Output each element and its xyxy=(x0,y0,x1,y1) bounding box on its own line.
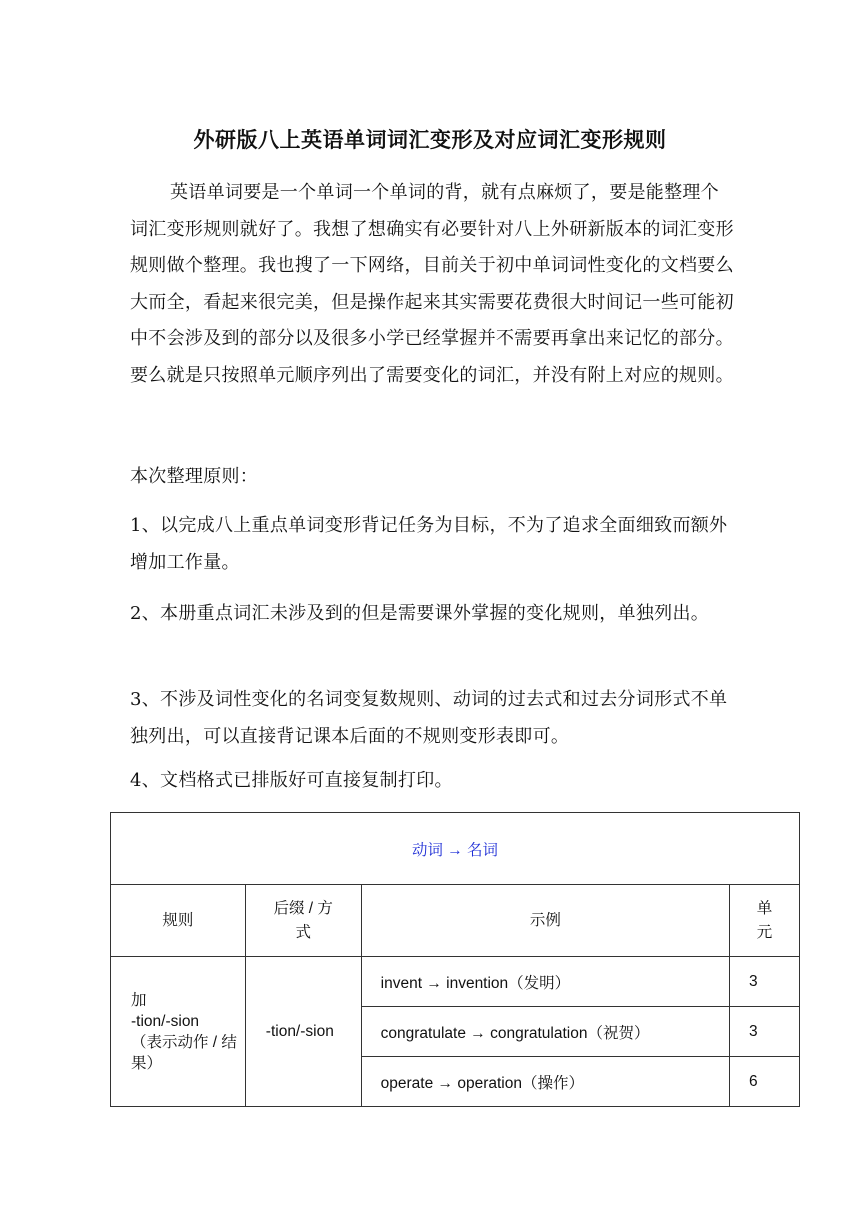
rule-text: -tion/-sion xyxy=(131,1012,200,1030)
unit-cell: 6 xyxy=(730,1057,800,1107)
rule-cell xyxy=(111,957,246,1107)
principle-item: 1、以完成八上重点单词变形背记任务为目标，不为了追求全面细致而额外增加工作量。 xyxy=(130,515,728,573)
table-header-row xyxy=(111,885,800,957)
example-cell: operate → operation（操作） xyxy=(361,1057,729,1107)
principles-heading: 本次整理原则： xyxy=(130,466,259,487)
principle-item: 2、本册重点词汇未涉及到的但是需要课外掌握的变化规则，单独列出。 xyxy=(130,603,710,624)
unit-cell: 3 xyxy=(730,1007,800,1057)
vocabulary-table xyxy=(110,812,800,1107)
table-title: 动词 → 名词 xyxy=(111,813,800,885)
example-cell: congratulate → congratulation（祝贺） xyxy=(361,1007,729,1057)
example-cell: invent → invention（发明） xyxy=(361,957,729,1007)
table-row xyxy=(111,957,800,1007)
document-title: 外研版八上英语单词词汇变形及对应词汇变形规则 xyxy=(193,128,667,152)
unit-cell: 3 xyxy=(730,957,800,1007)
rule-note: （表示动作 / 结果） xyxy=(131,1033,237,1072)
rule-text: 加 xyxy=(131,991,147,1009)
principle-item: 3、不涉及词性变化的名词变复数规则、动词的过去式和过去分词形式不单独列出，可以直接背记课本后面的不规则变形表即可。 xyxy=(130,689,728,747)
suffix-cell: -tion/-sion xyxy=(245,957,361,1107)
principle-item: 4、文档格式已排版好可直接复制打印。 xyxy=(130,770,453,791)
header-suffix: 后缀 / 方式 xyxy=(245,885,361,957)
header-example: 示例 xyxy=(361,885,729,957)
header-rule: 规则 xyxy=(111,885,246,957)
header-unit: 单元 xyxy=(730,885,800,957)
intro-paragraph: 英语单词要是一个单词一个单词的背，就有点麻烦了，要是能整理个词汇变形规则就好了。我想了想确实有必要针对八上外研新版本的词汇变形规则做个整理。我也搜了一下网络，目前关于初中单词词性变化的文档要么大而全，看起来很完美，但是操作起来其实需要花费很大时间记一些可能初中不会涉及到的部分以及很多小学已经掌握并不需要再拿出来记忆的部分。要么就是只按照单元顺序列出了需要变化的词汇，并没有附上对应的规则。 xyxy=(130,182,734,386)
